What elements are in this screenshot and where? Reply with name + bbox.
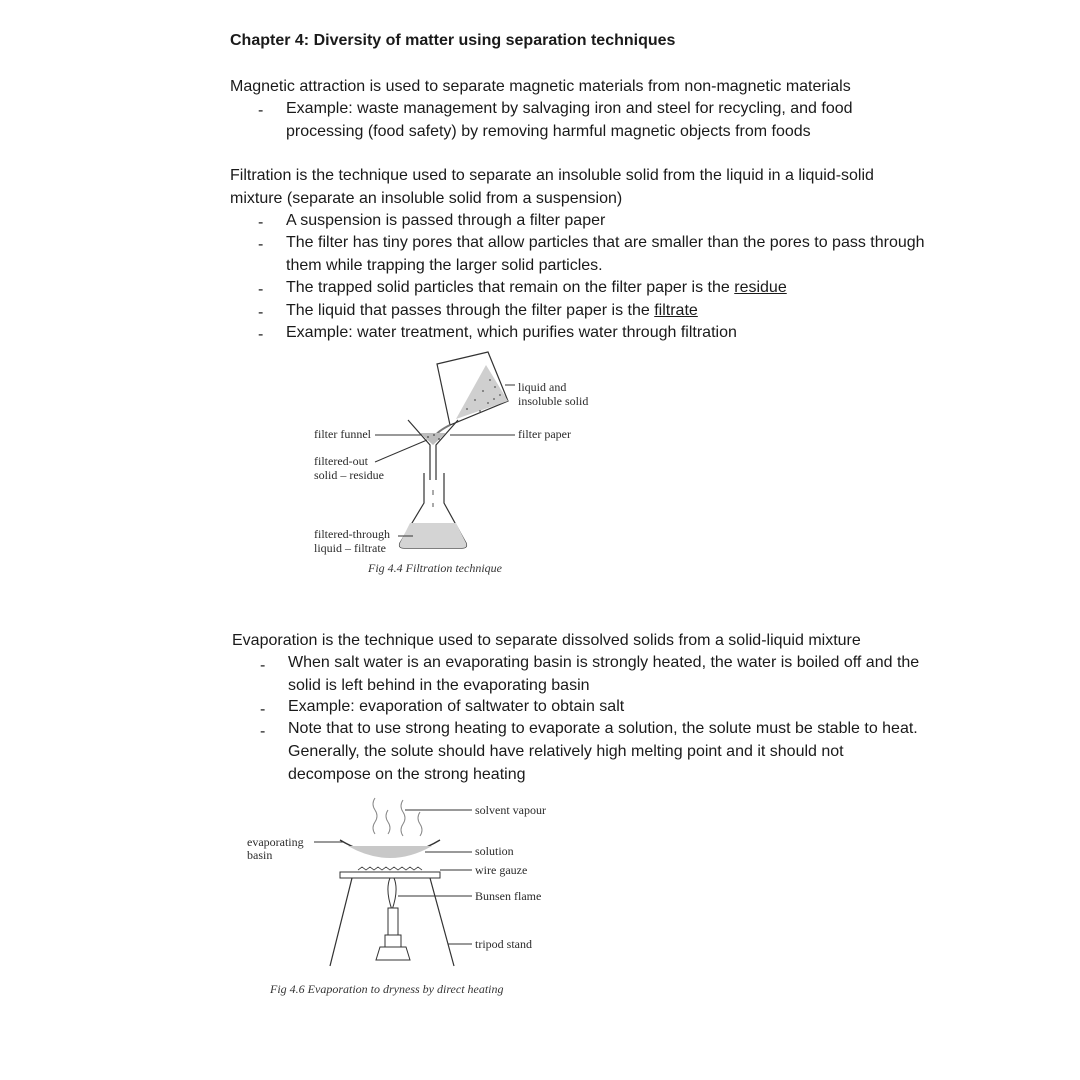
filtration-bullet: Example: water treatment, which purifies water through filtration (286, 324, 737, 341)
label-liquid-solid: liquid and (518, 380, 567, 394)
figure-caption: Fig 4.6 Evaporation to dryness by direct heating (270, 982, 504, 996)
filtration-bullet: A suspension is passed through a filter paper (286, 212, 606, 229)
label-residue: solid – residue (314, 468, 384, 482)
wire-gauze (340, 867, 440, 878)
figure-caption: Fig 4.4 Filtration technique (368, 561, 502, 575)
bullet-dash: - (258, 102, 264, 119)
label-solvent-vapour: solvent vapour (475, 803, 546, 817)
bunsen-burner (376, 878, 410, 960)
evaporation-diagram (240, 790, 580, 975)
label-filtrate: filtered-through (314, 527, 390, 541)
conical-flask (400, 473, 467, 548)
bullet-text: The liquid that passes through the filter paper is the (286, 302, 655, 319)
bullet-text: The trapped solid particles that remain on the filter paper is the (286, 279, 735, 296)
label-filter-paper: filter paper (518, 427, 571, 441)
label-basin: basin (247, 848, 273, 862)
evaporation-bullet: When salt water is an evaporating basin is strongly heated, the water is boiled off and the solid is left behind in the evaporating basin (288, 654, 920, 694)
magnetic-intro: Magnetic attraction is used to separate magnetic materials from non-magnetic materials (230, 78, 851, 95)
label-filtrate: liquid – filtrate (314, 541, 386, 555)
filtration-bullet (286, 299, 926, 322)
bullet-dash: - (260, 657, 266, 674)
label-solution: solution (475, 844, 514, 858)
label-bunsen-flame: Bunsen flame (475, 889, 542, 903)
evaporation-bullet: Note that to use strong heating to evaporate a solution, the solute must be stable to heat. Generally, the solute should have relatively high melting point and it should not decompose on the strong heating (288, 720, 918, 783)
bullet-dash: - (258, 326, 264, 343)
label-residue: filtered-out (314, 454, 368, 468)
bullet-dash: - (260, 701, 266, 718)
bullet-dash: - (258, 214, 264, 231)
label-basin: evaporating (247, 835, 304, 849)
label-liquid-solid: insoluble solid (518, 394, 589, 408)
label-filter-funnel: filter funnel (314, 427, 371, 441)
filtrate-term: filtrate (654, 302, 698, 319)
evaporation-intro: Evaporation is the technique used to separate dissolved solids from a solid-liquid mixture (232, 632, 861, 649)
bullet-dash: - (258, 281, 264, 298)
evaporation-bullet: Example: evaporation of saltwater to obtain salt (288, 698, 625, 715)
evaporating-basin (340, 840, 440, 858)
vapour-wisps (373, 798, 422, 836)
label-wire-gauze: wire gauze (475, 863, 528, 877)
filtration-diagram (300, 345, 620, 560)
filtration-bullet (286, 276, 926, 299)
bullet-dash: - (258, 304, 264, 321)
page-title: Chapter 4: Diversity of matter using separation techniques (230, 32, 676, 49)
pouring-beaker (437, 352, 508, 425)
label-tripod-stand: tripod stand (475, 937, 532, 951)
residue-term: residue (734, 279, 787, 296)
filtration-bullet: The filter has tiny pores that allow particles that are smaller than the pores to pass through them while trapping the larger solid particles. (286, 234, 925, 274)
magnetic-bullet: Example: waste management by salvaging iron and steel for recycling, and food processing (food safety) by removing harmful magnetic objects from foods (286, 100, 853, 140)
bullet-dash: - (260, 723, 266, 740)
bullet-dash: - (258, 236, 264, 253)
filter-funnel (408, 420, 458, 480)
filtration-intro: Filtration is the technique used to separate an insoluble solid from the liquid in a liquid-solid mixture (separate an insoluble solid from a suspension) (230, 167, 874, 207)
